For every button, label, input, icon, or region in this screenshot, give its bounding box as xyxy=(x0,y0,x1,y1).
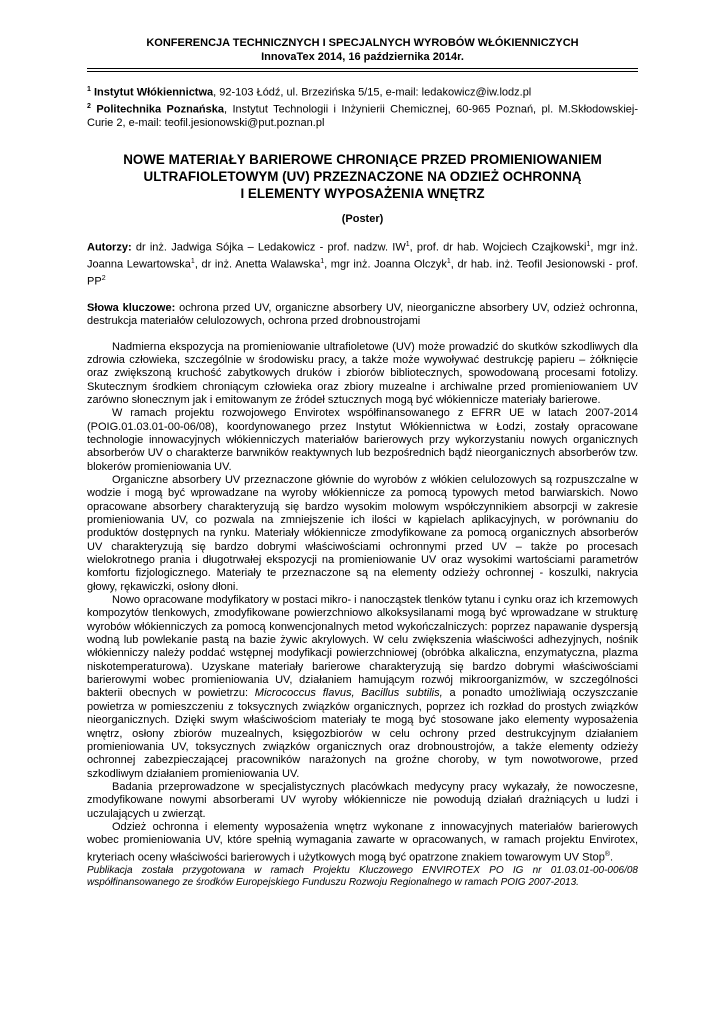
paper-title xyxy=(87,151,638,202)
trademark-symbol: ® xyxy=(604,850,610,858)
header-divider-2 xyxy=(87,71,638,72)
author-affil-sup: 2 xyxy=(101,274,106,282)
author: , dr inż. Anetta Walawska xyxy=(194,258,321,271)
poster-label: (Poster) xyxy=(341,212,384,225)
author: , mgr inż. Joanna Olczyk xyxy=(324,258,447,271)
paragraph-2: W ramach projektu rozwojowego Envirotex współfinansowanego z EFRR UE w latach 2007-2014 (POIG.01.03.01-00-06/08), koordynowanego przez Instytut Włókiennictwa w Łodzi, zostały opracowane technologie innowacyjnych włókienniczych materiałów barierowych przy wykorzystaniu nowych organicznych absorberów UV o charakterze barwników reaktywnych lub bezpośrednich bądź nieorganicznych absorberów tzw. blokerów promieniowania UV. xyxy=(87,407,638,473)
affiliation-number: 2 xyxy=(87,103,91,111)
paragraph-1: Nadmierna ekspozycja na promieniowanie ultrafioletowe (UV) może prowadzić do skutków szkodliwych dla zdrowia człowieka, szczególnie w środowisku pracy, a także może wywoływać destrukcję papieru – żółknięcie oraz zwiększoną kruchość zabytkowych druków i zbiorów bibliotecznych, spowodowaną procesami fotolizy. Skutecznym środkiem chroniącym człowieka oraz zbiory muzealne i archiwalne przed promieniowaniem UV zarówno słonecznym jak i emitowanym ze źródeł sztucznych mogą być włókiennicze materiały barierowe. xyxy=(87,340,638,406)
bacteria-species: Micrococcus flavus, Bacillus subtilis, xyxy=(254,687,443,700)
author: dr inż. Jadwiga Sójka – Ledakowicz - prof. nadzw. IW xyxy=(131,241,406,254)
author-affil-sup: 1 xyxy=(320,257,325,265)
affiliation-name: Instytut Włókiennictwa xyxy=(93,86,214,99)
affiliation-2 xyxy=(87,100,638,130)
keywords-label: Słowa kluczowe: xyxy=(87,301,176,314)
paragraph-4-text: Nowo opracowane modyfikatory w postaci mikro- i nanocząstek tlenków tytanu i cynku oraz ich krzemowych kompozytów tlenkowych, zmodyfikowane powierzchniowo alkoksysilanami mogą być wprowadzane w strukturę wyrobów włókienniczych za pomocą konwencjonalnych metod wykończalniczych: poprzez napawanie dyspersją wodną lub powlekanie pastą na bazie żywic akrylowych. W celu zwiększenia właściwości adhezyjnych, nośnik włókienniczy należy poddać wstępnej modyfikacji powierzchniowej (obróbka alkaliczna, enzymatyczna, plazma niskotemperaturowa). Uzyskane materiały barierowe charakteryzują się bardzo dobrymi właściwościami barierowymi wobec promieniowania UV, działaniem hamującym rozwój mikroorganizmów, w szczególności bakterii obecnych w powietrzu: xyxy=(87,594,638,700)
affiliation-address: , Instytut Technologii i Inżynierii Chemicznej, 60-965 Poznań, pl. M.Skłodowskiej-Curie 2, e-mail: teofil.jesionowski@put.poznan.pl xyxy=(87,103,638,130)
keywords xyxy=(87,302,638,329)
affiliation-name: Politechnika Poznańska xyxy=(96,103,224,116)
author: , mgr inż. Joanna Lewartowska xyxy=(87,241,638,271)
title-line: I ELEMENTY WYPOSAŻENIA WNĘTRZ xyxy=(240,185,485,201)
paragraph-3: Organiczne absorbery UV przeznaczone głównie do wyrobów z włókien celulozowych są rozpuszczalne w wodzie i mogą być wprowadzane na wyroby włókiennicze za pomocą typowych metod barwiarskich. Nowo opracowane absorbery charakteryzują się bardzo wysokim molowym współczynnikiem absorpcji w zakresie promieniowania UV, co pozwala na zmniejszenie ich ilości w kąpielach aplikacyjnych, w porównaniu do produktów dostępnych na rynku. Materiały włókiennicze zmodyfikowane za pomocą organicznych absorberów UV charakteryzują się bardzo dobrymi właściwościami ochronnymi przed UV – także po procesach wielokrotnego prania i długotrwałej ekspozycji na promieniowanie UV oraz wysokimi wartościami parametrów komfortu fizjologicznego. Materiały te przeznaczone są na elementy odzieży ochronnej - koszulki, nakrycia głowy, rękawiczki, osłony dłoni. xyxy=(87,473,638,593)
paragraph-4 xyxy=(87,594,638,781)
author-affil-sup: 1 xyxy=(190,257,195,265)
conference-date: InnovaTex 2014, 16 października 2014r. xyxy=(261,51,464,63)
author: , dr hab. inż. Teofil Jesionowski - prof. PP xyxy=(87,258,638,288)
title-line: NOWE MATERIAŁY BARIEROWE CHRONIĄCE PRZED PROMIENIOWANIEM xyxy=(123,151,602,167)
paragraph-6 xyxy=(87,821,638,865)
affiliation-number: 1 xyxy=(87,86,91,93)
body-text xyxy=(87,341,638,890)
conference-title: KONFERENCJA TECHNICZNYCH I SPECJALNYCH WYROBÓW WŁÓKIENNICZYCH xyxy=(146,37,579,49)
affiliation-1 xyxy=(87,83,638,100)
paragraph-5: Badania przeprowadzone w specjalistycznych placówkach medycyny pracy wykazały, że nowoczesne, zmodyfikowane nowymi absorberami UV wyroby włókiennicze nie powodują działań drażniących u ludzi i uczulających u zwierząt. xyxy=(87,780,638,820)
author: , prof. dr hab. Wojciech Czajkowski xyxy=(409,241,587,254)
title-line: ULTRAFIOLETOWYM (UV) PRZEZNACZONE NA ODZIEŻ OCHRONNĄ xyxy=(143,168,582,184)
paragraph-4-text-cont: a ponadto umożliwiają oczyszczanie powietrza w pomieszczeniu z toksycznych związków organicznych, poprzez ich rozkład do prostych związków nieorganicznych. Dzięki swym właściwościom materiały te mogą być stosowane jako elementy wyposażenia wnętrz, osłony zbiorów muzealnych, księgozbiorów w celu ochrony przed destrukcyjnym działaniem promieniowania UV, toksycznych związków organicznych oraz drobnoustrojów, a także elementy odzieży ochronnej zabezpieczającej pracowników narażonych na groźne choroby, w tym nowotworowe, przed szkodliwym działaniem promieniowania UV. xyxy=(87,687,638,780)
header-divider xyxy=(87,68,638,69)
authors-label: Autorzy: xyxy=(87,241,132,254)
author-affil-sup: 1 xyxy=(586,240,591,248)
authors xyxy=(87,238,638,289)
keywords-text: ochrona przed UV, organiczne absorbery UV, nieorganiczne absorbery UV, odzież ochronna, destrukcja materiałów celulozowych, ochrona przed drobnoustrojami xyxy=(87,301,638,328)
author-affil-sup: 1 xyxy=(405,240,410,248)
paragraph-6-end: . xyxy=(609,851,614,864)
conference-header xyxy=(87,36,638,64)
paragraph-6-text: Odzież ochronna i elementy wyposażenia wnętrz wykonane z innowacyjnych materiałów barierowych wobec promieniowania UV, które spełnią wymagania zawarte w opracowanych, w ramach projektu Envirotex, kryteriach oceny właściwości barierowych i użytkowych mogą być opatrzone znakiem towarowym UV Stop xyxy=(87,820,638,864)
funding-footnote: Publikacja została przygotowana w ramach Projektu Kluczowego ENVIROTEX PO IG nr 01.03.01-00-006/08 współfinansowanego ze środków Europejskiego Funduszu Rozwoju Regionalnego w ramach POIG 2007-2013. xyxy=(87,864,638,888)
author-affil-sup: 1 xyxy=(446,257,451,265)
affiliation-address: , 92-103 Łódź, ul. Brzezińska 5/15, e-mail: ledakowicz@iw.lodz.pl xyxy=(213,86,532,99)
affiliations xyxy=(87,83,638,131)
